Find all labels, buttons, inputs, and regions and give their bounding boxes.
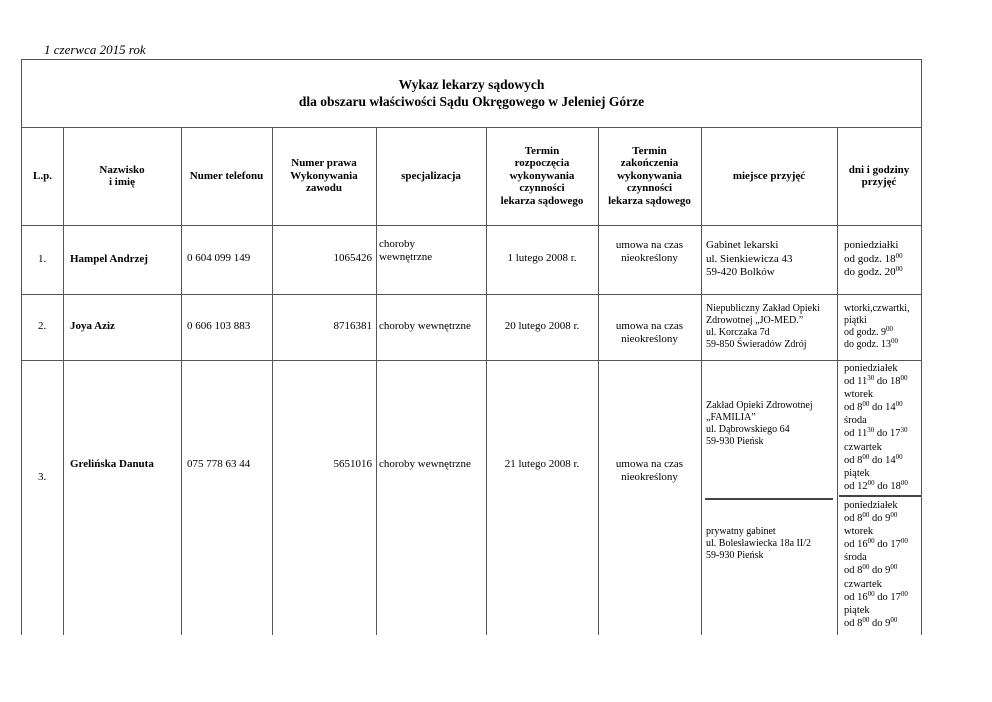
hours-from xyxy=(844,253,903,267)
minute: 00 xyxy=(885,325,893,333)
row-place-line: ul. Dąbrowskiego 64 xyxy=(706,424,790,435)
minute: 00 xyxy=(862,511,870,520)
row-place-line: prywatny gabinet xyxy=(706,526,776,537)
row-lp: 1. xyxy=(38,253,47,265)
row-phone: 075 778 63 44 xyxy=(187,458,251,470)
row-specialty xyxy=(379,238,432,263)
hours-prefix: do xyxy=(874,539,891,551)
row-place-line: ul. Sienkiewicza 43 xyxy=(706,252,793,265)
minute: 00 xyxy=(867,478,875,487)
row-phone: 0 604 099 149 xyxy=(187,252,251,264)
hour: 18 xyxy=(890,480,901,492)
header-start-line: lekarza sądowego xyxy=(500,194,584,207)
row-end-line: umowa na czas xyxy=(615,320,684,332)
hour: 8 xyxy=(857,617,863,629)
row-start: 21 lutego 2008 r. xyxy=(504,458,580,470)
hour: 8 xyxy=(857,454,863,466)
hour: 20 xyxy=(884,266,896,278)
row-hours xyxy=(844,303,910,351)
hours-range xyxy=(844,512,908,525)
hour: 9 xyxy=(885,513,891,525)
hours-prefix: do godz. xyxy=(844,266,885,278)
hours-range xyxy=(844,375,908,388)
header-name-line: Nazwisko xyxy=(99,163,145,176)
row-place xyxy=(706,303,820,351)
hours-prefix: do xyxy=(869,454,886,466)
minute: 00 xyxy=(900,537,908,546)
header-license xyxy=(272,127,376,225)
hour: 8 xyxy=(857,565,863,577)
hours-prefix: od xyxy=(844,513,858,525)
hours-day: czwartek xyxy=(844,578,882,590)
hours-day: wtorek xyxy=(844,389,874,401)
hours-prefix: od xyxy=(844,402,858,414)
row-place-line: Zdrowotnej „JO-MED.” xyxy=(706,315,804,326)
hours-day: wtorek xyxy=(844,526,874,538)
row-name: Hampel Andrzej xyxy=(70,253,148,265)
row-specialty: choroby wewnętrzne xyxy=(379,458,471,470)
hours-prefix: od godz. xyxy=(844,252,885,265)
hours-day: środa xyxy=(844,552,867,564)
hours-day: czwartek xyxy=(844,441,882,453)
minute: 00 xyxy=(890,511,898,520)
row-specialty-line: wewnętrzne xyxy=(379,250,433,263)
hours-day: wtorki,czwartki, xyxy=(844,303,910,314)
hour: 9 xyxy=(885,565,891,577)
row-name: Grelińska Danuta xyxy=(70,458,154,470)
hours-range xyxy=(844,591,908,604)
hour: 11 xyxy=(857,428,868,440)
hour: 18 xyxy=(890,376,901,388)
hours-range xyxy=(844,480,908,493)
row-end-line: nieokreślony xyxy=(621,251,678,264)
hour: 17 xyxy=(890,539,901,551)
doctors-table xyxy=(21,59,922,635)
header-start-line: wykonywania xyxy=(509,169,575,182)
title-line-2: dla obszaru właściwości Sądu Okręgowego w Jeleniej Górze xyxy=(298,94,645,109)
header-hours xyxy=(837,127,921,225)
minute: 00 xyxy=(867,537,875,546)
row-end-line: umowa na czas xyxy=(615,458,684,470)
hours-prefix: do xyxy=(874,376,890,388)
header-specialty: specjalizacja xyxy=(401,169,461,182)
row-place-line: 59-930 Pieńsk xyxy=(706,550,764,561)
row-place-line: „FAMILIA” xyxy=(706,412,756,423)
hours-day: poniedziałek xyxy=(844,363,898,374)
row-license: 5651016 xyxy=(333,458,372,470)
hour: 16 xyxy=(857,539,868,551)
hours-prefix: do xyxy=(874,591,891,603)
hours-prefix: do xyxy=(874,480,891,492)
header-phone: Numer telefonu xyxy=(189,169,264,182)
hours-prefix: do xyxy=(869,617,886,629)
hours-to xyxy=(844,339,910,351)
minute: 00 xyxy=(867,589,875,598)
row-specialty: choroby wewnętrzne xyxy=(379,320,471,332)
row-end xyxy=(598,320,701,345)
minute: 00 xyxy=(895,400,903,409)
hours-prefix: od xyxy=(844,565,858,577)
hours-prefix: do godz. xyxy=(844,339,881,350)
hours-prefix: od xyxy=(844,539,858,551)
header-start-line: czynności xyxy=(519,182,565,195)
hours-day: środa xyxy=(844,415,867,427)
hours-day: poniedziałki xyxy=(844,239,899,251)
row-divider xyxy=(22,360,921,361)
minute: 00 xyxy=(900,374,908,383)
hours-range xyxy=(844,427,908,440)
hours-day: poniedziałek xyxy=(844,500,898,511)
header-hours-line: dni i godziny xyxy=(848,163,910,176)
hours-prefix: do xyxy=(869,513,886,525)
hour: 9 xyxy=(885,617,891,629)
hours-prefix: do xyxy=(869,565,886,577)
row-end-line: nieokreślony xyxy=(621,470,678,483)
row-divider xyxy=(22,294,921,295)
hours-prefix: od xyxy=(844,428,858,440)
hour: 17 xyxy=(890,591,901,603)
hour: 9 xyxy=(880,327,886,338)
hours-range xyxy=(844,454,908,467)
row-place xyxy=(706,239,792,280)
hours-separator xyxy=(839,495,921,497)
header-license-line: Numer prawa xyxy=(291,157,357,170)
row-hours-primary xyxy=(844,362,908,493)
row-end-line: umowa na czas xyxy=(615,239,684,251)
row-place-secondary xyxy=(706,526,811,562)
hour: 13 xyxy=(880,339,891,350)
hours-prefix: od godz. xyxy=(844,327,881,338)
header-end xyxy=(598,127,701,225)
header-end-line: zakończenia xyxy=(620,157,679,170)
header-place: miejsce przyjęć xyxy=(732,169,806,182)
minute: 00 xyxy=(890,337,898,345)
hours-prefix: od xyxy=(844,454,858,466)
row-place-primary xyxy=(706,400,813,448)
row-place-line: 59-930 Pieńsk xyxy=(706,436,764,447)
header-license-line: Wykonywania xyxy=(290,169,358,182)
header-name-line: i imię xyxy=(109,176,135,188)
row-specialty-line: choroby xyxy=(379,238,416,250)
header-end-line: czynności xyxy=(626,182,673,195)
row-start: 1 lutego 2008 r. xyxy=(507,252,577,264)
row-place-line: ul. Korczaka 7d xyxy=(706,327,770,338)
hours-day: piątek xyxy=(844,467,870,479)
hours-prefix: od xyxy=(844,591,858,603)
header-end-line: lekarza sądowego xyxy=(608,194,691,207)
row-end-line: nieokreślony xyxy=(621,332,678,345)
hour: 14 xyxy=(885,454,896,466)
minute: 00 xyxy=(895,265,903,273)
hours-to xyxy=(844,266,903,280)
minute: 00 xyxy=(862,563,870,572)
minute: 00 xyxy=(900,589,908,598)
hour: 17 xyxy=(890,428,901,440)
hour: 12 xyxy=(857,480,868,492)
row-divider xyxy=(22,225,921,226)
row-place-line: 59-420 Bolków xyxy=(706,266,775,278)
row-hours xyxy=(844,239,903,280)
row-end xyxy=(598,239,701,264)
hours-prefix: od xyxy=(844,617,858,629)
place-separator xyxy=(705,498,833,500)
row-place-line: 59-850 Świeradów Zdrój xyxy=(706,339,807,350)
hour: 18 xyxy=(884,252,896,265)
row-lp: 2. xyxy=(38,320,47,332)
minute: 00 xyxy=(890,563,898,572)
row-lp: 3. xyxy=(38,471,47,483)
header-end-line: Termin xyxy=(632,144,667,157)
row-phone: 0 606 103 883 xyxy=(187,320,251,332)
row-place-line: ul. Bolesławiecka 18a II/2 xyxy=(706,538,811,549)
row-place-line: Niepubliczny Zakład Opieki xyxy=(706,303,820,314)
header-license-line: zawodu xyxy=(305,182,343,195)
hours-prefix: od xyxy=(844,376,858,388)
header-lp: L.p. xyxy=(33,169,52,182)
header-start xyxy=(486,127,598,225)
row-place-line: Gabinet lekarski xyxy=(706,239,779,251)
minute: 00 xyxy=(895,251,903,260)
row-name: Joya Aziz xyxy=(70,320,115,332)
row-license: 8716381 xyxy=(333,320,372,332)
table-title xyxy=(22,60,921,128)
row-place-line: Zakład Opieki Zdrowotnej xyxy=(706,400,813,411)
header-start-line: Termin xyxy=(524,144,560,157)
hour: 8 xyxy=(857,513,863,525)
minute: 30 xyxy=(867,426,875,435)
minute: 00 xyxy=(900,478,908,487)
minute: 00 xyxy=(862,615,870,624)
document-date: 1 czerwca 2015 rok xyxy=(44,42,146,57)
header-start-line: rozpoczęcia xyxy=(514,157,570,170)
hours-prefix: od xyxy=(844,480,858,492)
hours-from xyxy=(844,327,910,339)
title-line-1: Wykaz lekarzy sądowych xyxy=(398,77,545,92)
minute: 00 xyxy=(895,452,903,461)
hours-range xyxy=(844,538,908,551)
minute: 30 xyxy=(900,426,908,435)
minute: 00 xyxy=(862,452,870,461)
hours-prefix: do xyxy=(874,428,890,440)
row-hours-secondary xyxy=(844,499,908,630)
hour: 11 xyxy=(857,376,868,388)
minute: 00 xyxy=(890,615,898,624)
row-license: 1065426 xyxy=(333,252,372,264)
row-end xyxy=(598,458,701,483)
row-start: 20 lutego 2008 r. xyxy=(504,320,580,332)
hour: 14 xyxy=(885,402,896,414)
hours-range xyxy=(844,564,908,577)
hours-prefix: do xyxy=(869,402,886,414)
hour: 8 xyxy=(857,402,863,414)
minute: 00 xyxy=(862,400,870,409)
header-end-line: wykonywania xyxy=(617,169,682,182)
hours-range xyxy=(844,401,908,414)
header-hours-line: przyjęć xyxy=(861,176,897,188)
hours-day: piątek xyxy=(844,604,870,616)
hours-range xyxy=(844,617,908,630)
hours-day: piątki xyxy=(844,315,867,326)
hour: 16 xyxy=(857,591,868,603)
minute: 30 xyxy=(867,374,875,383)
header-name xyxy=(63,127,181,225)
